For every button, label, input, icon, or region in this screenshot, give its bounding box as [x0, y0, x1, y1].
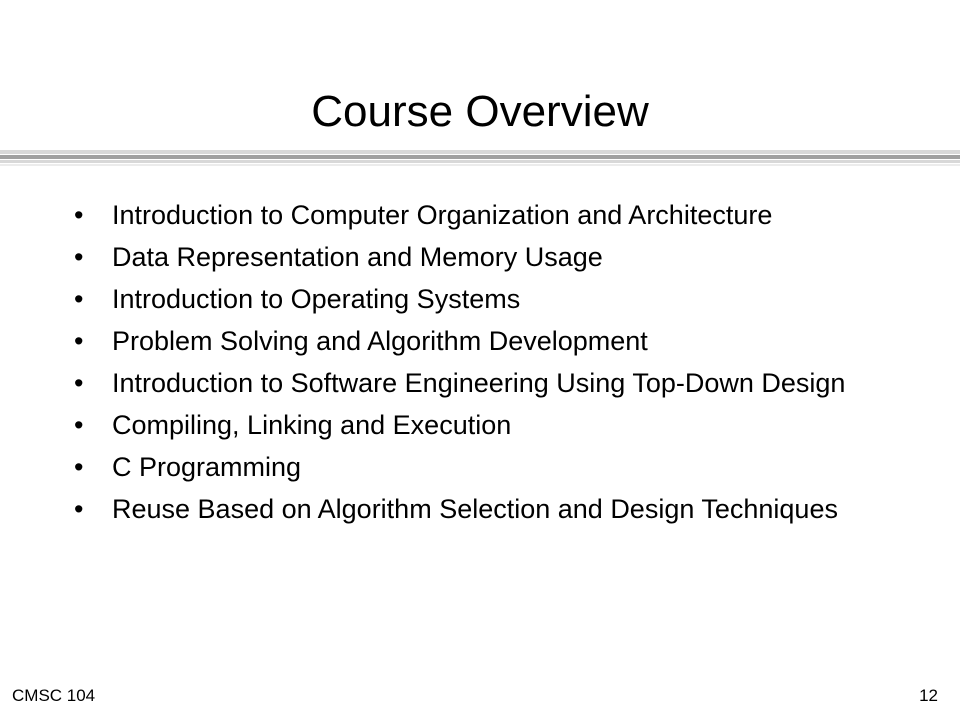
bullet-item: [74, 493, 854, 525]
title-underline-rule: [0, 150, 960, 154]
bullet-item: [74, 241, 854, 273]
bullet-item: [74, 451, 854, 483]
bullet-text: Compiling, Linking and Execution: [112, 410, 512, 440]
title-underline-rule: [0, 164, 960, 166]
bullet-dot-icon: •: [74, 242, 84, 272]
bullet-dot-icon: •: [74, 368, 84, 398]
bullet-text: Introduction to Software Engineering Using Top-Down Design: [112, 368, 846, 398]
title-underline-rule: [0, 160, 960, 163]
slide-title: Course Overview: [311, 87, 649, 136]
bullet-dot-icon: •: [74, 284, 84, 314]
bullet-item: [74, 199, 854, 231]
bullet-item: [74, 283, 854, 315]
bullet-dot-icon: •: [74, 494, 84, 524]
bullet-dot-icon: •: [74, 452, 84, 482]
bullet-text: Introduction to Operating Systems: [112, 284, 521, 314]
page-number: 12: [919, 686, 938, 705]
course-code-footer: CMSC 104: [12, 686, 96, 705]
bullet-item: [74, 409, 854, 441]
bullet-item: [74, 325, 854, 357]
bullet-dot-icon: •: [74, 410, 84, 440]
title-underline-rule: [0, 155, 960, 159]
bullet-text: Introduction to Computer Organization and Architecture: [112, 200, 773, 230]
bullet-text: Data Representation and Memory Usage: [112, 242, 603, 272]
bullet-dot-icon: •: [74, 326, 84, 356]
bullet-text: Problem Solving and Algorithm Development: [112, 326, 648, 356]
bullet-item: [74, 367, 854, 399]
bullet-dot-icon: •: [74, 200, 84, 230]
bullet-text: Reuse Based on Algorithm Selection and Design Techniques: [112, 494, 838, 524]
bullet-text: C Programming: [112, 452, 302, 482]
bullet-list: [74, 199, 854, 535]
